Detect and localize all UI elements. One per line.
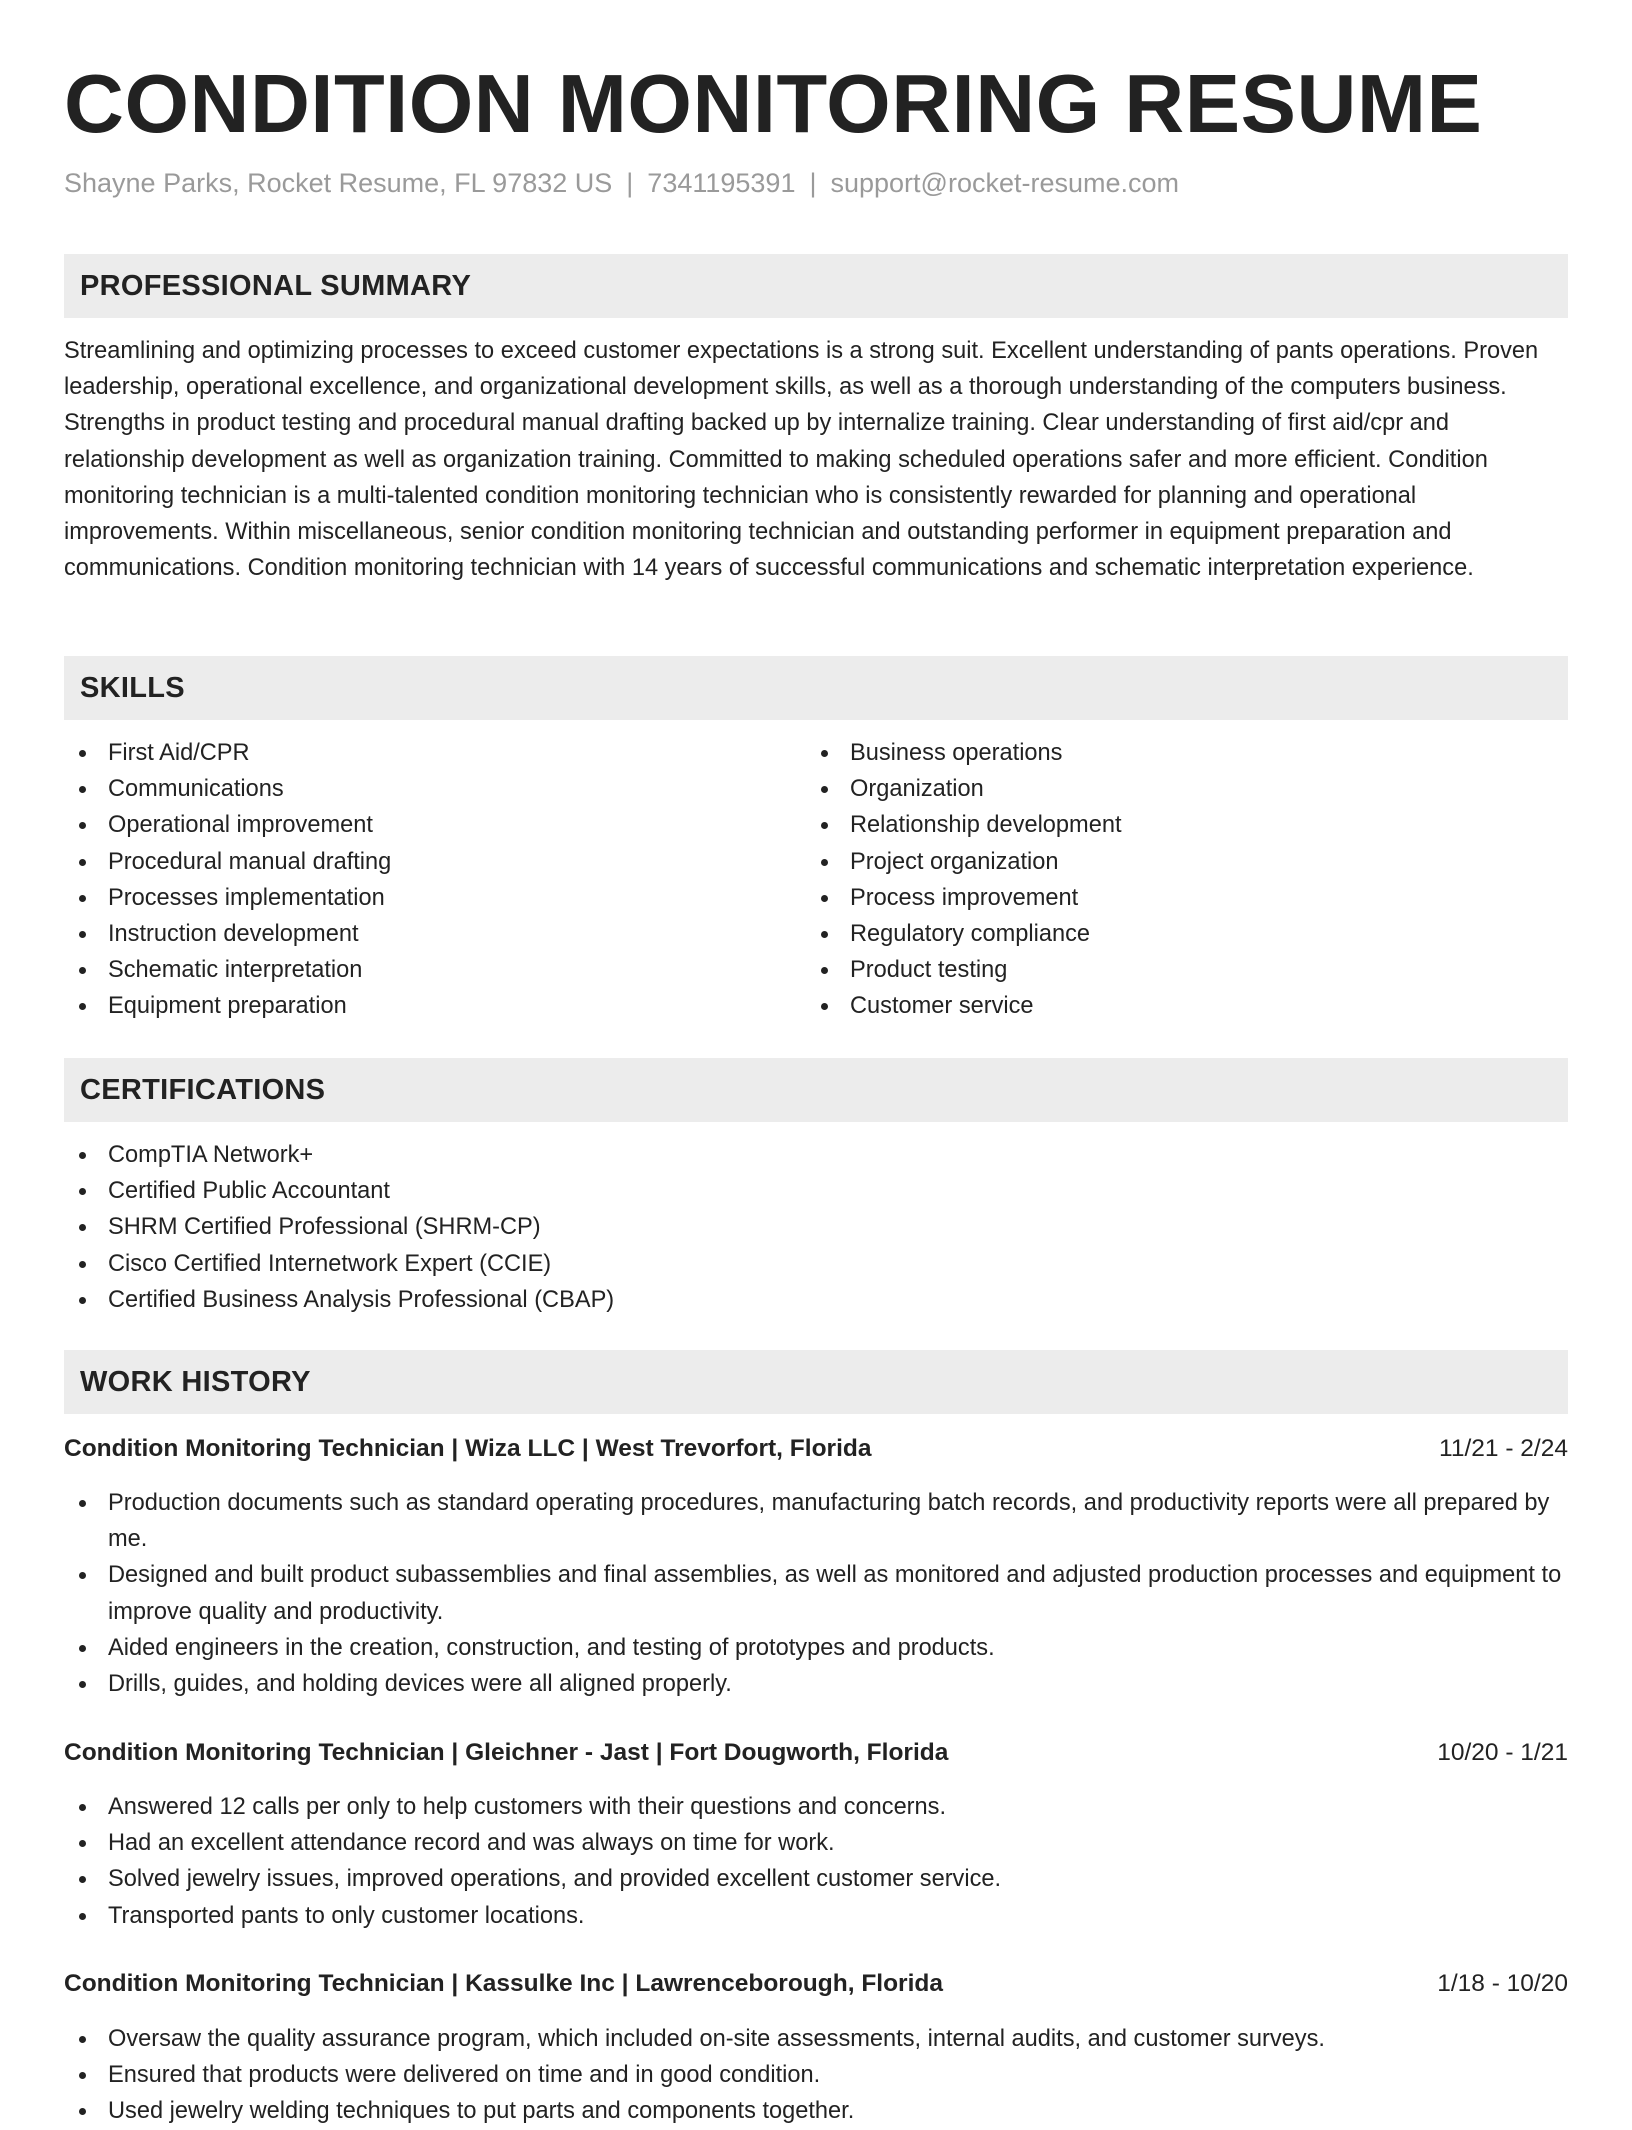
- skill-item: Project organization: [806, 844, 1546, 880]
- certification-item: SHRM Certified Professional (SHRM-CP): [64, 1209, 1568, 1245]
- certification-item: Certified Business Analysis Professional (CBAP): [64, 1282, 1568, 1318]
- skills-heading: SKILLS: [64, 656, 1568, 720]
- skill-item: First Aid/CPR: [64, 735, 804, 771]
- summary-heading: PROFESSIONAL SUMMARY: [64, 254, 1568, 318]
- job-dates: 1/18 - 10/20: [1437, 1970, 1568, 1997]
- summary-text: Streamlining and optimizing processes to exceed customer expectations is a strong suit. Excellent understanding of pants operations. Proven leadership, operational excellence, and organizational development skills, as well as a thorough understanding of the computers business. Strengths in product testing and procedural manual drafting backed up by internalize training. Clear understanding of first aid/cpr and relationship development as well as organization training. Committed to making scheduled operations safer and more efficient. Condition monitoring technician is a multi-talented condition monitoring technician who is consistently rewarded for planning and operational improvements. Within miscellaneous, senior condition monitoring technician and outstanding performer in equipment preparation and communications. Condition monitoring technician with 14 years of successful communications and schematic interpretation experience.: [64, 338, 1539, 582]
- skills-list-left: [64, 735, 804, 1025]
- job-dates: 11/21 - 2/24: [1439, 1435, 1568, 1462]
- skill-item: Process improvement: [806, 880, 1546, 916]
- skills-list-right: [806, 735, 1546, 1025]
- job-title: Condition Monitoring Technician | Wiza LLC | West Trevorfort, Florida: [64, 1435, 872, 1462]
- certification-item: Cisco Certified Internetwork Expert (CCIE): [64, 1246, 1568, 1282]
- job-bullet: Used jewelry welding techniques to put parts and components together.: [64, 2093, 1568, 2129]
- work-history-heading: WORK HISTORY: [64, 1350, 1568, 1414]
- skill-item: Procedural manual drafting: [64, 844, 804, 880]
- contact-separator: |: [626, 168, 634, 198]
- skill-item: Business operations: [806, 735, 1546, 771]
- job-bullet: Answered 12 calls per only to help customers with their questions and concerns.: [64, 1789, 1568, 1825]
- certifications-heading: CERTIFICATIONS: [64, 1058, 1568, 1122]
- job-dates: 10/20 - 1/21: [1437, 1739, 1568, 1766]
- certifications-list: [64, 1137, 1568, 1318]
- job-bullet: Designed and built product subassemblies and final assemblies, as well as monitored and adjusted production processes and equipment to improve quality and productivity.: [64, 1557, 1568, 1629]
- skill-item: Organization: [806, 771, 1546, 807]
- job-bullets: [64, 1485, 1568, 1702]
- contact-line: [64, 168, 1179, 199]
- contact-email: support@rocket-resume.com: [830, 168, 1180, 198]
- job-bullet: Drills, guides, and holding devices were all aligned properly.: [64, 1666, 1568, 1702]
- job-bullets: [64, 1789, 1568, 1934]
- skill-item: Processes implementation: [64, 880, 804, 916]
- job-title: Condition Monitoring Technician | Gleichner - Jast | Fort Dougworth, Florida: [64, 1739, 949, 1766]
- certification-item: Certified Public Accountant: [64, 1173, 1568, 1209]
- resume-title: CONDITION MONITORING RESUME: [64, 57, 1483, 150]
- skill-item: Customer service: [806, 988, 1546, 1024]
- skill-item: Schematic interpretation: [64, 952, 804, 988]
- job-bullet: Had an excellent attendance record and was always on time for work.: [64, 1825, 1568, 1861]
- skill-item: Equipment preparation: [64, 988, 804, 1024]
- contact-separator: |: [809, 168, 817, 198]
- job-title: Condition Monitoring Technician | Kassulke Inc | Lawrenceborough, Florida: [64, 1970, 943, 1997]
- job-bullet: Solved jewelry issues, improved operations, and provided excellent customer service.: [64, 1861, 1568, 1897]
- job-bullets: [64, 2021, 1568, 2130]
- job-bullet: Oversaw the quality assurance program, which included on-site assessments, internal audits, and customer surveys.: [64, 2021, 1568, 2057]
- job-bullet: Aided engineers in the creation, construction, and testing of prototypes and products.: [64, 1630, 1568, 1666]
- skill-item: Communications: [64, 771, 804, 807]
- skill-item: Operational improvement: [64, 807, 804, 843]
- skill-item: Relationship development: [806, 807, 1546, 843]
- contact-phone: 7341195391: [647, 168, 796, 198]
- contact-address: Shayne Parks, Rocket Resume, FL 97832 US: [64, 168, 613, 198]
- job-bullet: Ensured that products were delivered on time and in good condition.: [64, 2057, 1568, 2093]
- certification-item: CompTIA Network+: [64, 1137, 1568, 1173]
- skill-item: Instruction development: [64, 916, 804, 952]
- skill-item: Product testing: [806, 952, 1546, 988]
- skill-item: Regulatory compliance: [806, 916, 1546, 952]
- job-bullet: Production documents such as standard operating procedures, manufacturing batch records, and productivity reports were all prepared by me.: [64, 1485, 1568, 1557]
- job-bullet: Transported pants to only customer locations.: [64, 1898, 1568, 1934]
